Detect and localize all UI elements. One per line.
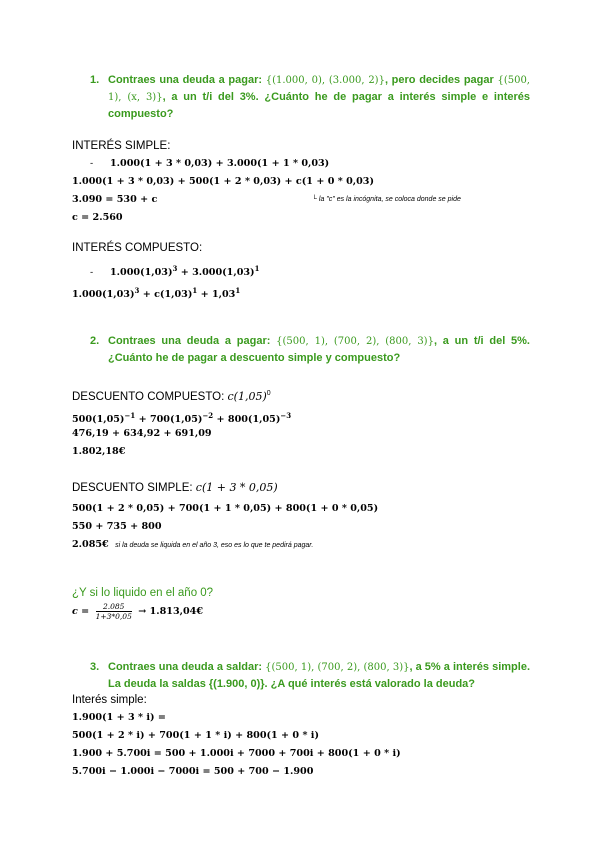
- equation-line: 3.090 = 530 + c: [72, 194, 158, 205]
- math-expression: c(1 + 3 * 0,05): [195, 481, 278, 494]
- math-expression: c(1,05): [227, 389, 267, 403]
- equation-line: 1.900 + 5.700i = 500 + 1.000i + 7000 + 700i + 800(1 + 0 * i): [72, 748, 401, 759]
- equation-line: 550 + 735 + 800: [72, 521, 162, 532]
- equation-text: + 3.000(1,03): [177, 267, 255, 279]
- question-number: 3.: [90, 661, 100, 673]
- equation-text: 500(1,05): [72, 414, 125, 426]
- question-text: Contraes una deuda a pagar:: [108, 335, 271, 347]
- equation-text: + 1,03: [197, 289, 236, 301]
- equation-text: + c(1,03): [139, 289, 193, 301]
- equation-line: [72, 284, 240, 301]
- math-expression: {(500, 1), (700, 2), (800, 3)}: [276, 336, 434, 347]
- equation-line: 1.000(1 + 3 * 0,03) + 500(1 + 2 * 0,03) + c(1 + 0 * 0,03): [72, 176, 374, 187]
- question-text: , a un t/i del 5%. ¿Cuánto he de pagar a descuento simple y compuesto?: [108, 335, 530, 364]
- question-1: [90, 72, 530, 122]
- label-text: DESCUENTO SIMPLE:: [72, 482, 193, 494]
- exponent: −2: [202, 411, 214, 420]
- exponent: 1: [235, 286, 241, 295]
- bullet-dash: -: [90, 158, 94, 169]
- exponent: −3: [280, 411, 292, 420]
- question-3: [90, 659, 530, 692]
- annotation-note: └ la "c" es la incógnita, se coloca donde se pide: [312, 196, 461, 203]
- exponent: −1: [124, 411, 136, 420]
- section-label: INTERÉS SIMPLE:: [72, 140, 171, 152]
- fraction-numerator: 2.085: [96, 602, 132, 612]
- question-number: 2.: [90, 335, 100, 347]
- fraction-denominator: 1+3*0,05: [95, 612, 132, 621]
- equation-line: 476,19 + 634,92 + 691,09: [72, 428, 212, 439]
- annotation-note: si la deuda se liquida en el año 3, eso es lo que te pedirá pagar.: [115, 542, 314, 549]
- math-expression: {(1.000, 0), (3.000, 2)}: [265, 75, 385, 86]
- equation-line: [72, 538, 313, 551]
- equation-text: + 700(1,05): [135, 414, 203, 426]
- exponent: 0: [266, 390, 271, 397]
- equation-line: [72, 602, 203, 621]
- label-text: DESCUENTO COMPUESTO:: [72, 390, 225, 403]
- follow-up-question: ¿Y si lo liquido en el año 0?: [72, 587, 214, 599]
- section-label: INTERÉS COMPUESTO:: [72, 242, 203, 254]
- equation-text: 1.000(1,03): [72, 289, 135, 301]
- question-text: , a un t/i del 3%. ¿Cuánto he de pagar a interés simple e interés compuesto?: [108, 91, 530, 120]
- exponent: 3: [134, 286, 140, 295]
- equation-text: 2.085€: [72, 539, 109, 550]
- question-2: [90, 333, 530, 366]
- equation-line: 1.802,18€: [72, 446, 126, 457]
- fraction: [96, 602, 132, 621]
- equation-text: c =: [72, 606, 90, 617]
- equation-line: c = 2.560: [72, 212, 123, 223]
- section-label: [72, 481, 278, 495]
- equation-line: 500(1 + 2 * i) + 700(1 + 1 * i) + 800(1 + 0 * i): [72, 730, 319, 741]
- equation-line: [90, 157, 329, 170]
- exponent: 3: [172, 264, 178, 273]
- equation-text: + 800(1,05): [213, 414, 281, 426]
- equation-line: [72, 409, 291, 426]
- math-expression: {(500, 1), (700, 2), (800, 3)}: [265, 662, 410, 673]
- question-text: , pero decides pagar: [384, 74, 494, 86]
- equation-line: 500(1 + 2 * 0,05) + 700(1 + 1 * 0,05) + 800(1 + 0 * 0,05): [72, 503, 379, 514]
- equation-text: 1.000(1,03): [110, 267, 173, 279]
- question-text: Contraes una deuda a saldar:: [108, 661, 263, 673]
- exponent: 1: [192, 286, 198, 295]
- equation-line: [90, 262, 259, 279]
- math-expression: {(500, 1), (x, 3)}: [108, 75, 530, 103]
- question-text: Contraes una deuda a pagar:: [108, 74, 263, 86]
- equation-line: 1.900(1 + 3 * i) =: [72, 712, 166, 723]
- section-label: [72, 387, 271, 404]
- question-number: 1.: [90, 74, 100, 86]
- bullet-dash: -: [90, 267, 94, 279]
- equation-line: 5.700i − 1.000i − 7000i = 500 + 700 − 1.900: [72, 766, 314, 777]
- equation-text: 1.000(1 + 3 * 0,03) + 3.000(1 + 1 * 0,03): [110, 158, 330, 169]
- exponent: 1: [254, 264, 260, 273]
- question-text: , a 5% a interés simple. La deuda la saldas {(1.900, 0)}. ¿A qué interés está valorado la deuda?: [108, 661, 530, 690]
- section-label: Interés simple:: [72, 694, 147, 706]
- equation-text: → 1.813,04€: [138, 606, 203, 617]
